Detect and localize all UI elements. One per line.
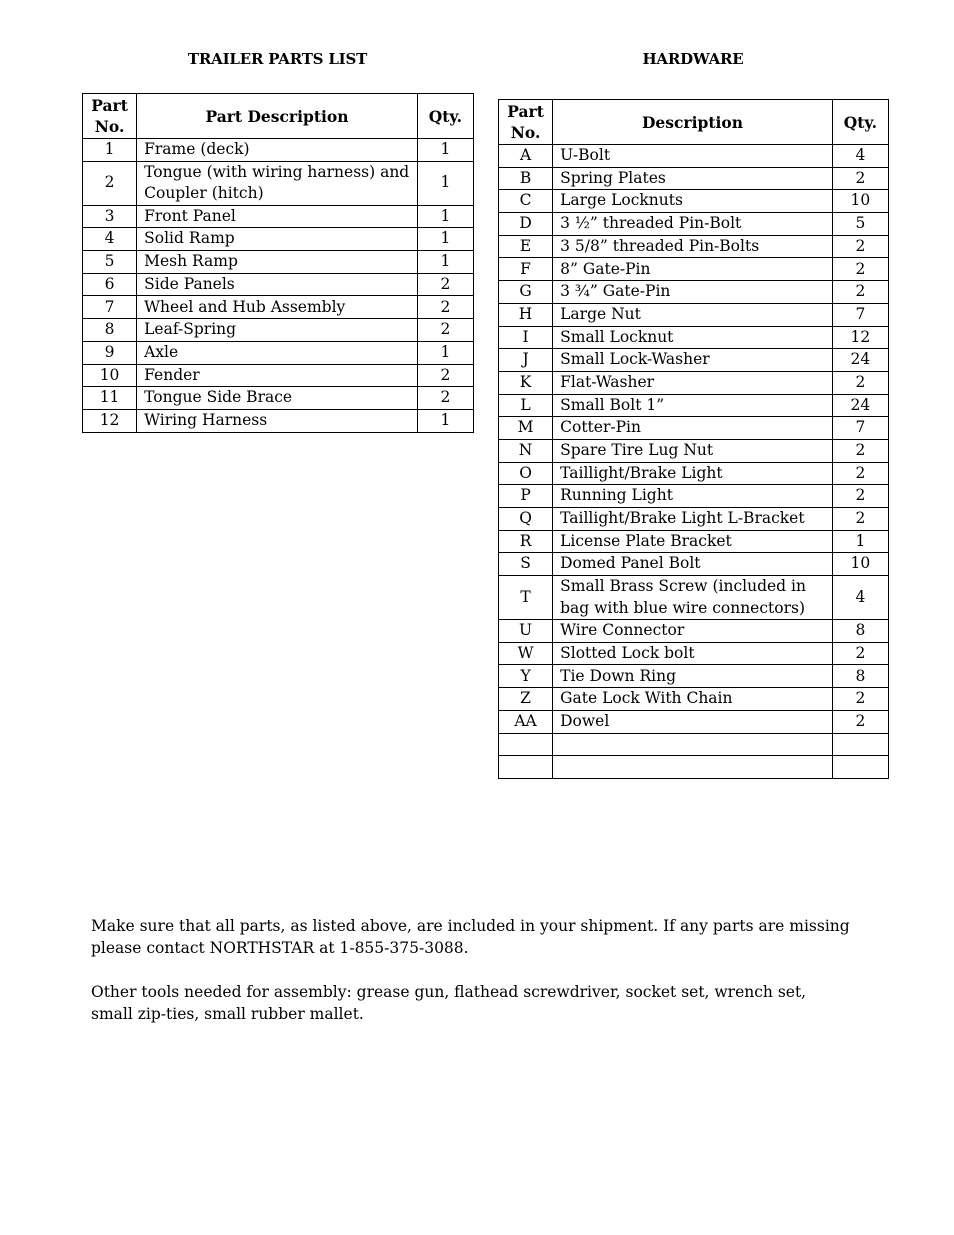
- quantity-cell: 2: [417, 273, 473, 296]
- table-row: [499, 620, 889, 643]
- empty-cell: [832, 756, 888, 779]
- table-row: [83, 228, 474, 251]
- part-number-cell: Y: [499, 665, 553, 688]
- description-cell: 8” Gate-Pin: [553, 258, 833, 281]
- part-number-cell: E: [499, 235, 553, 258]
- quantity-cell: 10: [832, 553, 888, 576]
- tools-note: Other tools needed for assembly: grease gun, flathead screwdriver, socket set, wrench set, small zip-ties, small rubber mallet.: [91, 983, 807, 1023]
- quantity-cell: 24: [832, 349, 888, 372]
- part-number-cell: 2: [83, 161, 137, 205]
- hardware-table: [498, 99, 889, 779]
- table-row: [499, 439, 889, 462]
- shipment-note: Make sure that all parts, as listed above, are included in your shipment. If any parts are missing please contact NORTHSTAR at 1-855-375-3088.: [91, 917, 850, 957]
- description-cell: Small Brass Screw (included in bag with blue wire connectors): [553, 576, 833, 620]
- part-number-cell: 10: [83, 364, 137, 387]
- table-row: [499, 349, 889, 372]
- part-number-cell: 8: [83, 319, 137, 342]
- empty-cell: [499, 733, 553, 756]
- quantity-cell: 2: [417, 364, 473, 387]
- part-number-cell: 6: [83, 273, 137, 296]
- description-cell: Wheel and Hub Assembly: [137, 296, 418, 319]
- quantity-cell: 2: [417, 296, 473, 319]
- description-cell: Gate Lock With Chain: [553, 688, 833, 711]
- part-number-cell: 3: [83, 205, 137, 228]
- description-cell: Frame (deck): [137, 139, 418, 162]
- table-row: [499, 417, 889, 440]
- part-number-cell: W: [499, 642, 553, 665]
- part-number-cell: G: [499, 281, 553, 304]
- table-row: [499, 303, 889, 326]
- quantity-cell: 2: [832, 281, 888, 304]
- table-row: [83, 341, 474, 364]
- table-row: [83, 251, 474, 274]
- part-number-cell: L: [499, 394, 553, 417]
- quantity-cell: 1: [417, 139, 473, 162]
- empty-table-row: [499, 756, 889, 779]
- table-row: [499, 688, 889, 711]
- table-row: [499, 665, 889, 688]
- description-cell: Fender: [137, 364, 418, 387]
- description-cell: Small Locknut: [553, 326, 833, 349]
- description-cell: 3 5/8” threaded Pin-Bolts: [553, 235, 833, 258]
- table-row: [83, 319, 474, 342]
- part-number-cell: 7: [83, 296, 137, 319]
- table-row: [83, 161, 474, 205]
- description-cell: Tongue Side Brace: [137, 387, 418, 410]
- quantity-cell: 2: [832, 167, 888, 190]
- part-number-cell: U: [499, 620, 553, 643]
- description-cell: License Plate Bracket: [553, 530, 833, 553]
- part-number-cell: T: [499, 576, 553, 620]
- part-number-cell: O: [499, 462, 553, 485]
- quantity-cell: 1: [417, 205, 473, 228]
- table-row: [499, 530, 889, 553]
- table-row: [499, 213, 889, 236]
- quantity-cell: 2: [417, 387, 473, 410]
- quantity-cell: 2: [417, 319, 473, 342]
- description-cell: Small Lock-Washer: [553, 349, 833, 372]
- part-number-cell: J: [499, 349, 553, 372]
- hardware-body: [499, 145, 889, 779]
- part-number-cell: H: [499, 303, 553, 326]
- description-cell: Small Bolt 1”: [553, 394, 833, 417]
- quantity-cell: 1: [417, 251, 473, 274]
- description-cell: Running Light: [553, 485, 833, 508]
- table-row: [499, 462, 889, 485]
- quantity-cell: 8: [832, 620, 888, 643]
- description-cell: Tie Down Ring: [553, 665, 833, 688]
- table-row: [499, 145, 889, 168]
- description-cell: 3 ¾” Gate-Pin: [553, 281, 833, 304]
- part-number-cell: 1: [83, 139, 137, 162]
- quantity-cell: 5: [832, 213, 888, 236]
- part-no-header: Part No.: [499, 100, 553, 145]
- description-cell: 3 ½” threaded Pin-Bolt: [553, 213, 833, 236]
- quantity-cell: 2: [832, 371, 888, 394]
- quantity-cell: 2: [832, 642, 888, 665]
- parts-header-row: [83, 94, 474, 139]
- part-number-cell: Q: [499, 508, 553, 531]
- table-row: [499, 553, 889, 576]
- quantity-cell: 2: [832, 462, 888, 485]
- parts-list-body: [83, 139, 474, 433]
- table-row: [499, 190, 889, 213]
- quantity-cell: 1: [832, 530, 888, 553]
- description-cell: Leaf-Spring: [137, 319, 418, 342]
- quantity-cell: 1: [417, 341, 473, 364]
- description-cell: U-Bolt: [553, 145, 833, 168]
- part-number-cell: B: [499, 167, 553, 190]
- table-row: [83, 273, 474, 296]
- description-cell: Domed Panel Bolt: [553, 553, 833, 576]
- table-row: [499, 508, 889, 531]
- table-row: [499, 710, 889, 733]
- table-row: [499, 485, 889, 508]
- parts-list-title: TRAILER PARTS LIST: [187, 50, 368, 68]
- part-number-cell: 4: [83, 228, 137, 251]
- description-cell: Taillight/Brake Light: [553, 462, 833, 485]
- description-cell: Axle: [137, 341, 418, 364]
- quantity-cell: 24: [832, 394, 888, 417]
- quantity-cell: 2: [832, 485, 888, 508]
- empty-cell: [553, 756, 833, 779]
- table-row: [499, 281, 889, 304]
- description-cell: Wire Connector: [553, 620, 833, 643]
- description-cell: Tongue (with wiring harness) and Coupler (hitch): [137, 161, 418, 205]
- description-cell: Flat-Washer: [553, 371, 833, 394]
- description-cell: Front Panel: [137, 205, 418, 228]
- part-no-header: Part No.: [83, 94, 137, 139]
- hardware-title: HARDWARE: [642, 50, 744, 68]
- table-row: [499, 371, 889, 394]
- description-cell: Side Panels: [137, 273, 418, 296]
- part-number-cell: F: [499, 258, 553, 281]
- part-number-cell: S: [499, 553, 553, 576]
- quantity-cell: 7: [832, 417, 888, 440]
- part-number-cell: K: [499, 371, 553, 394]
- part-number-cell: P: [499, 485, 553, 508]
- part-number-cell: D: [499, 213, 553, 236]
- table-row: [499, 642, 889, 665]
- hardware-header-row: [499, 100, 889, 145]
- description-cell: Mesh Ramp: [137, 251, 418, 274]
- quantity-cell: 1: [417, 409, 473, 432]
- part-number-cell: 5: [83, 251, 137, 274]
- qty-header: Qty.: [832, 100, 888, 145]
- quantity-cell: 2: [832, 235, 888, 258]
- quantity-cell: 2: [832, 710, 888, 733]
- quantity-cell: 1: [417, 161, 473, 205]
- description-cell: Taillight/Brake Light L-Bracket: [553, 508, 833, 531]
- description-header: Part Description: [137, 94, 418, 139]
- quantity-cell: 12: [832, 326, 888, 349]
- table-row: [499, 167, 889, 190]
- parts-list-table: [82, 93, 474, 433]
- empty-table-row: [499, 733, 889, 756]
- table-row: [83, 387, 474, 410]
- description-cell: Slotted Lock bolt: [553, 642, 833, 665]
- table-row: [499, 326, 889, 349]
- description-cell: Spring Plates: [553, 167, 833, 190]
- part-number-cell: 11: [83, 387, 137, 410]
- qty-header: Qty.: [417, 94, 473, 139]
- description-cell: Dowel: [553, 710, 833, 733]
- table-row: [83, 296, 474, 319]
- quantity-cell: 4: [832, 145, 888, 168]
- empty-cell: [553, 733, 833, 756]
- description-header: Description: [553, 100, 833, 145]
- part-number-cell: I: [499, 326, 553, 349]
- part-number-cell: 12: [83, 409, 137, 432]
- quantity-cell: 2: [832, 688, 888, 711]
- table-row: [499, 576, 889, 620]
- quantity-cell: 2: [832, 508, 888, 531]
- quantity-cell: 2: [832, 258, 888, 281]
- table-row: [83, 364, 474, 387]
- table-row: [83, 409, 474, 432]
- part-number-cell: N: [499, 439, 553, 462]
- part-number-cell: 9: [83, 341, 137, 364]
- description-cell: Cotter-Pin: [553, 417, 833, 440]
- description-cell: Large Nut: [553, 303, 833, 326]
- quantity-cell: 7: [832, 303, 888, 326]
- part-number-cell: A: [499, 145, 553, 168]
- quantity-cell: 2: [832, 439, 888, 462]
- empty-cell: [832, 733, 888, 756]
- description-cell: Wiring Harness: [137, 409, 418, 432]
- description-cell: Spare Tire Lug Nut: [553, 439, 833, 462]
- part-number-cell: C: [499, 190, 553, 213]
- quantity-cell: 8: [832, 665, 888, 688]
- table-row: [499, 258, 889, 281]
- quantity-cell: 1: [417, 228, 473, 251]
- part-number-cell: M: [499, 417, 553, 440]
- description-cell: Solid Ramp: [137, 228, 418, 251]
- quantity-cell: 4: [832, 576, 888, 620]
- description-cell: Large Locknuts: [553, 190, 833, 213]
- table-row: [83, 205, 474, 228]
- part-number-cell: R: [499, 530, 553, 553]
- part-number-cell: Z: [499, 688, 553, 711]
- empty-cell: [499, 756, 553, 779]
- table-row: [499, 235, 889, 258]
- table-row: [83, 139, 474, 162]
- part-number-cell: AA: [499, 710, 553, 733]
- table-row: [499, 394, 889, 417]
- quantity-cell: 10: [832, 190, 888, 213]
